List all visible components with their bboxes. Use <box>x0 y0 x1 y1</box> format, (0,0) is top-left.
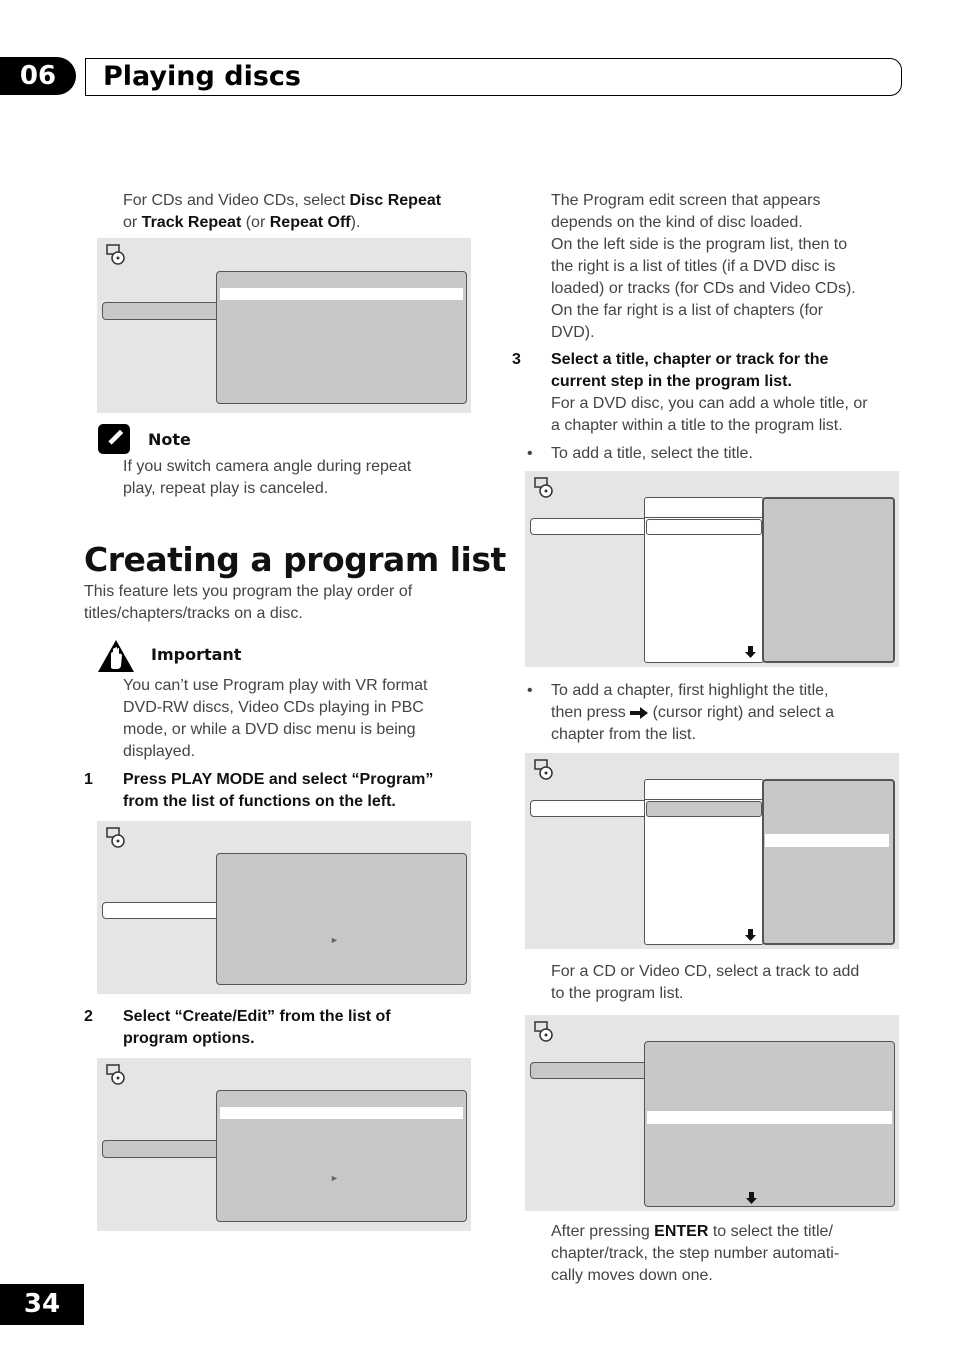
divider <box>644 799 764 800</box>
title-row-selected <box>646 519 762 535</box>
highlight-create-edit <box>220 1107 463 1119</box>
bullet-dot: • <box>527 682 533 699</box>
note-icon <box>97 423 131 455</box>
section-description: This feature lets you program the play order of titles/chapters/tracks on a disc. <box>84 583 413 622</box>
program-list-pill <box>530 1062 648 1079</box>
disc-icon <box>534 1021 554 1043</box>
program-options-panel <box>216 853 467 985</box>
submenu-arrow-icon: ► <box>330 935 339 945</box>
step-3-body: For a DVD disc, you can add a whole title, or a chapter within a title to the program list. <box>551 395 868 434</box>
track-list-panel <box>644 1041 895 1207</box>
disc-icon <box>106 1064 126 1086</box>
warning-hand-icon <box>96 638 136 674</box>
screen-title-select <box>525 471 899 667</box>
step-2-number: 2 <box>84 1008 93 1025</box>
program-list-pill <box>530 518 648 535</box>
note-text: If you switch camera angle during repeat play, repeat play is canceled. <box>123 458 412 497</box>
screen-repeat <box>97 238 471 413</box>
important-text: You can’t use Program play with VR format DVD-RW discs, Video CDs playing in PBC mode, or while a DVD disc menu is being displayed. <box>123 677 428 760</box>
step-1-text: Press PLAY MODE and select “Program” from the list of functions on the left. <box>123 771 434 810</box>
scroll-down-arrow-icon <box>745 646 756 661</box>
disc-icon <box>106 244 126 266</box>
program-list-pill <box>530 800 648 817</box>
page-title: Playing discs <box>103 61 301 92</box>
track-row-selected <box>647 1111 892 1124</box>
title-row-highlighted <box>646 801 762 817</box>
screen-program <box>97 821 471 994</box>
step-2-text: Select “Create/Edit” from the list of program options. <box>123 1008 391 1047</box>
program-edit-description: The Program edit screen that appears depends on the kind of disc loaded. On the left side is the program list, then to the right is a list of titles (if a DVD disc is loaded) or tracks (for CDs and Video CDs). On the far right is a list of chapters (for DVD). <box>551 192 856 341</box>
divider <box>644 517 764 518</box>
cursor-right-arrow-icon <box>630 707 648 719</box>
important-label: Important <box>151 645 242 664</box>
menu-item-program <box>102 1140 220 1158</box>
disc-icon <box>534 477 554 499</box>
highlight-row <box>220 288 463 300</box>
chapter-list-panel <box>762 779 895 945</box>
chapter-list-panel <box>762 497 895 663</box>
scroll-down-arrow-icon <box>745 928 756 946</box>
bullet-add-title: To add a title, select the title. <box>551 445 753 462</box>
menu-item-program <box>102 902 220 919</box>
chapter-number-tab: 06 <box>0 57 76 95</box>
chapter-row-selected <box>765 834 889 847</box>
page-number: 34 <box>0 1284 84 1325</box>
screen-track-select <box>525 1015 899 1211</box>
disc-icon <box>534 759 554 781</box>
menu-item-repeat <box>102 302 220 320</box>
submenu-arrow-icon: ► <box>330 1173 339 1183</box>
note-label: Note <box>148 430 191 449</box>
after-enter-text: After pressing ENTER to select the title/ chapter/track, the step number automati- cally moves down one. <box>551 1223 840 1284</box>
disc-icon <box>106 827 126 849</box>
step-1-number: 1 <box>84 771 93 788</box>
intro-text: For CDs and Video CDs, select Disc Repeat or Track Repeat (or Repeat Off). <box>123 192 442 231</box>
screen-chapter-select <box>525 753 899 949</box>
screen-create-edit <box>97 1058 471 1231</box>
scroll-down-arrow-icon <box>746 1191 757 1209</box>
bullet-dot: • <box>527 445 533 462</box>
section-title: Creating a program list <box>84 540 506 579</box>
bullet-add-chapter: To add a chapter, first highlight the title, then press (cursor right) and select a chapter from the list. <box>551 682 835 743</box>
step-3-text: Select a title, chapter or track for the current step in the program list. <box>551 351 829 390</box>
cd-track-text: For a CD or Video CD, select a track to add to the program list. <box>551 963 860 1002</box>
step-3-number: 3 <box>512 351 521 368</box>
